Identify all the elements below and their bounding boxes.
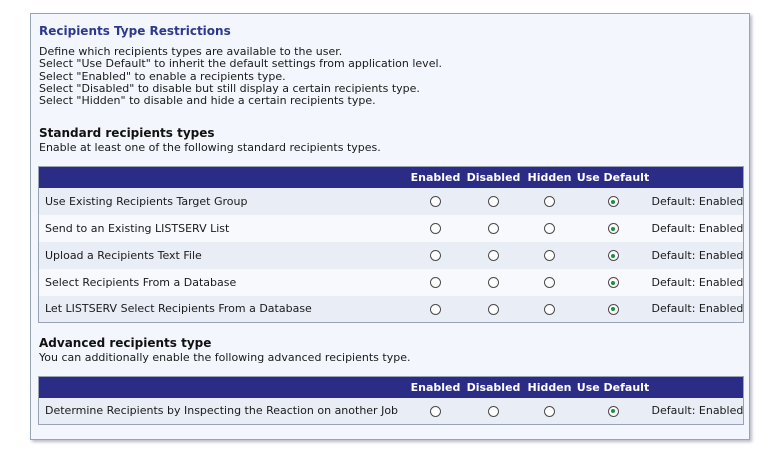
standard-types-table (38, 166, 744, 323)
default-value-text: Default: Enabled (652, 188, 744, 215)
radio-disabled[interactable] (488, 406, 499, 417)
table-row (39, 398, 744, 425)
radio-cell-hidden (525, 242, 575, 269)
recipient-type-label: Select Recipients From a Database (39, 269, 409, 296)
description-line: Select "Hidden" to disable and hide a certain recipients type. (39, 94, 376, 108)
column-header-default (652, 167, 744, 188)
radio-cell-enabled (409, 215, 463, 242)
recipient-type-label: Upload a Recipients Text File (39, 242, 409, 269)
radio-cell-use-default (575, 215, 652, 242)
table-row (39, 269, 744, 296)
radio-use-default[interactable] (608, 304, 619, 315)
table-header-row (39, 167, 744, 188)
radio-cell-enabled (409, 269, 463, 296)
recipient-type-label: Use Existing Recipients Target Group (39, 188, 409, 215)
advanced-section-subheading: You can additionally enable the following advanced recipients type. (39, 351, 411, 364)
advanced-section-heading: Advanced recipients type (39, 336, 212, 350)
column-header-hidden: Hidden (525, 377, 575, 398)
radio-hidden[interactable] (544, 250, 555, 261)
description-line: Select "Use Default" to inherit the default settings from application level. (39, 57, 443, 71)
radio-use-default[interactable] (608, 196, 619, 207)
default-value-text: Default: Enabled (652, 269, 744, 296)
column-header-use-default: Use Default (575, 167, 652, 188)
radio-cell-disabled (463, 188, 525, 215)
radio-cell-hidden (525, 215, 575, 242)
column-header-type (39, 167, 409, 188)
radio-cell-use-default (575, 188, 652, 215)
radio-use-default[interactable] (608, 406, 619, 417)
radio-cell-disabled (463, 215, 525, 242)
standard-section-heading: Standard recipients types (39, 126, 215, 140)
recipient-type-label: Send to an Existing LISTSERV List (39, 215, 409, 242)
radio-use-default[interactable] (608, 223, 619, 234)
advanced-types-table (38, 376, 744, 425)
panel-description (39, 46, 442, 107)
radio-disabled[interactable] (488, 304, 499, 315)
standard-section-subheading: Enable at least one of the following standard recipients types. (39, 141, 381, 154)
radio-cell-disabled (463, 398, 525, 425)
column-header-default (652, 377, 744, 398)
radio-hidden[interactable] (544, 223, 555, 234)
radio-cell-hidden (525, 269, 575, 296)
column-header-disabled: Disabled (463, 167, 525, 188)
radio-cell-enabled (409, 188, 463, 215)
radio-enabled[interactable] (430, 250, 441, 261)
column-header-enabled: Enabled (409, 377, 463, 398)
radio-cell-use-default (575, 398, 652, 425)
recipients-type-restrictions-panel (30, 13, 750, 440)
radio-use-default[interactable] (608, 250, 619, 261)
radio-cell-use-default (575, 269, 652, 296)
radio-hidden[interactable] (544, 304, 555, 315)
description-line: Define which recipients types are available to the user. (39, 45, 343, 58)
table-row (39, 215, 744, 242)
radio-cell-disabled (463, 269, 525, 296)
column-header-enabled: Enabled (409, 167, 463, 188)
table-row (39, 296, 744, 323)
radio-cell-hidden (525, 398, 575, 425)
radio-cell-enabled (409, 398, 463, 425)
default-value-text: Default: Enabled (652, 398, 744, 425)
column-header-hidden: Hidden (525, 167, 575, 188)
radio-cell-enabled (409, 296, 463, 323)
radio-disabled[interactable] (488, 250, 499, 261)
radio-hidden[interactable] (544, 406, 555, 417)
radio-cell-hidden (525, 188, 575, 215)
table-header-row (39, 377, 744, 398)
radio-cell-disabled (463, 296, 525, 323)
radio-cell-use-default (575, 242, 652, 269)
description-line: Select "Enabled" to enable a recipients type. (39, 69, 286, 83)
table-row (39, 188, 744, 215)
radio-enabled[interactable] (430, 277, 441, 288)
radio-cell-enabled (409, 242, 463, 269)
default-value-text: Default: Enabled (652, 296, 744, 323)
radio-disabled[interactable] (488, 196, 499, 207)
radio-hidden[interactable] (544, 277, 555, 288)
radio-enabled[interactable] (430, 406, 441, 417)
radio-enabled[interactable] (430, 223, 441, 234)
column-header-use-default: Use Default (575, 377, 652, 398)
radio-enabled[interactable] (430, 304, 441, 315)
description-line: Select "Disabled" to disable but still display a certain recipients type. (39, 81, 420, 95)
radio-cell-hidden (525, 296, 575, 323)
recipient-type-label: Let LISTSERV Select Recipients From a Database (39, 296, 409, 323)
column-header-type (39, 377, 409, 398)
column-header-disabled: Disabled (463, 377, 525, 398)
radio-cell-disabled (463, 242, 525, 269)
table-row (39, 242, 744, 269)
default-value-text: Default: Enabled (652, 215, 744, 242)
default-value-text: Default: Enabled (652, 242, 744, 269)
radio-cell-use-default (575, 296, 652, 323)
radio-hidden[interactable] (544, 196, 555, 207)
radio-use-default[interactable] (608, 277, 619, 288)
panel-title: Recipients Type Restrictions (39, 24, 231, 38)
recipient-type-label: Determine Recipients by Inspecting the Reaction on another Job (39, 398, 409, 425)
radio-enabled[interactable] (430, 196, 441, 207)
radio-disabled[interactable] (488, 277, 499, 288)
radio-disabled[interactable] (488, 223, 499, 234)
